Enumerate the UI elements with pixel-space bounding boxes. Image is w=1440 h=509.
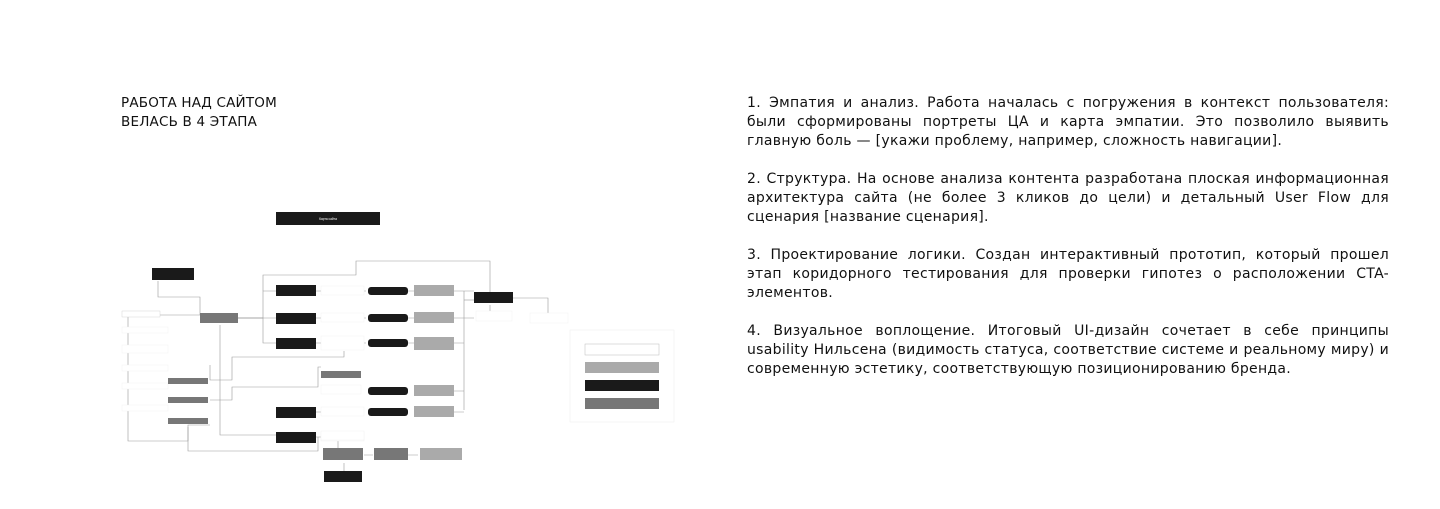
stage-2: 2. Структура. На основе анализа контента разработана плоская информационная архитектура сайта (не более 3 кликов до цели) и детальный User Flow для сценария [название сценария]. (747, 171, 1389, 225)
diagram-title: Карта сайта (319, 217, 337, 221)
section-heading (121, 94, 361, 132)
heading-line-2: ВЕЛАСЬ В 4 ЭТАПА (121, 114, 258, 130)
stages-text (747, 94, 1389, 398)
stage-4: 4. Визуальное воплощение. Итоговый UI-дизайн сочетает в себе принципы usability Нильсена (видимость статуса, соответствие системе и реальному миру) и современную эстетику, соответствующую позиционированию бренда. (747, 323, 1389, 377)
stage-1: 1. Эмпатия и анализ. Работа началась с погружения в контекст пользователя: были сформированы портреты ЦА и карта эмпатии. Это позволило выявить главную боль — [укажи проблему, например, сложность навигации]. (747, 95, 1389, 149)
heading-line-1: РАБОТА НАД САЙТОМ (121, 95, 277, 111)
site-map-diagram (118, 205, 678, 495)
stage-3: 3. Проектирование логики. Создан интерактивный прототип, который прошел этап коридорного тестирования для проверки гипотез о расположении CTA-элементов. (747, 247, 1389, 301)
